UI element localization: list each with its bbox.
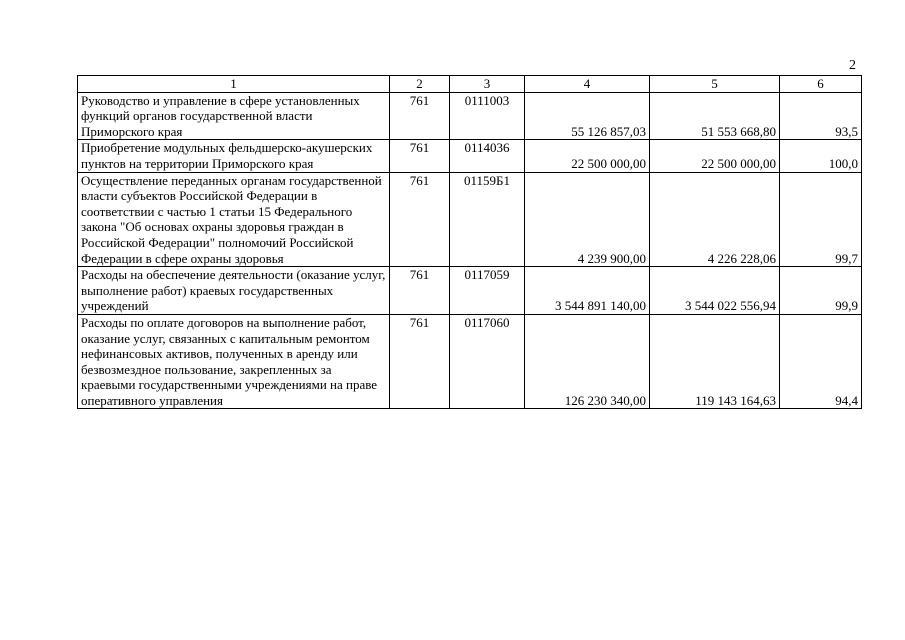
execution-percent: 99,7 [780,172,862,267]
target-article-code: 01159Б1 [450,172,525,267]
table-row [78,140,862,172]
expense-name: Приобретение модульных фельдшерско-акушерских пунктов на территории Приморского края [78,140,390,172]
column-header: 4 [525,76,650,93]
ministry-code: 761 [390,314,450,409]
column-header: 1 [78,76,390,93]
target-article-code: 0117059 [450,267,525,315]
ministry-code: 761 [390,92,450,140]
ministry-code: 761 [390,267,450,315]
table-row [78,92,862,140]
column-header: 3 [450,76,525,93]
column-header: 6 [780,76,862,93]
actual-amount: 51 553 668,80 [650,92,780,140]
table-row [78,172,862,267]
execution-percent: 94,4 [780,314,862,409]
column-header: 2 [390,76,450,93]
planned-amount: 22 500 000,00 [525,140,650,172]
actual-amount: 4 226 228,06 [650,172,780,267]
table-row [78,314,862,409]
actual-amount: 119 143 164,63 [650,314,780,409]
actual-amount: 3 544 022 556,94 [650,267,780,315]
execution-percent: 99,9 [780,267,862,315]
budget-table [77,75,862,409]
actual-amount: 22 500 000,00 [650,140,780,172]
planned-amount: 55 126 857,03 [525,92,650,140]
expense-name: Расходы по оплате договоров на выполнение работ, оказание услуг, связанных с капитальным ремонтом нефинансовых активов, полученных в аренду или безвозмездное пользование, закрепленных за краевыми государственными учреждениями на праве оперативного управления [78,314,390,409]
ministry-code: 761 [390,172,450,267]
page-number: 2 [849,58,856,73]
execution-percent: 93,5 [780,92,862,140]
expense-name: Руководство и управление в сфере установленных функций органов государственной власти Приморского края [78,92,390,140]
expense-name: Расходы на обеспечение деятельности (оказание услуг, выполнение работ) краевых государственных учреждений [78,267,390,315]
execution-percent: 100,0 [780,140,862,172]
ministry-code: 761 [390,140,450,172]
table-row [78,267,862,315]
table-header-row [78,76,862,93]
expense-name: Осуществление переданных органам государственной власти субъектов Российской Федерации в соответствии с частью 1 статьи 15 Федерального закона "Об основах охраны здоровья граждан в Российской Федерации" полномочий Российской Федерации в сфере охраны здоровья [78,172,390,267]
target-article-code: 0114036 [450,140,525,172]
planned-amount: 3 544 891 140,00 [525,267,650,315]
planned-amount: 4 239 900,00 [525,172,650,267]
column-header: 5 [650,76,780,93]
planned-amount: 126 230 340,00 [525,314,650,409]
target-article-code: 0117060 [450,314,525,409]
target-article-code: 0111003 [450,92,525,140]
